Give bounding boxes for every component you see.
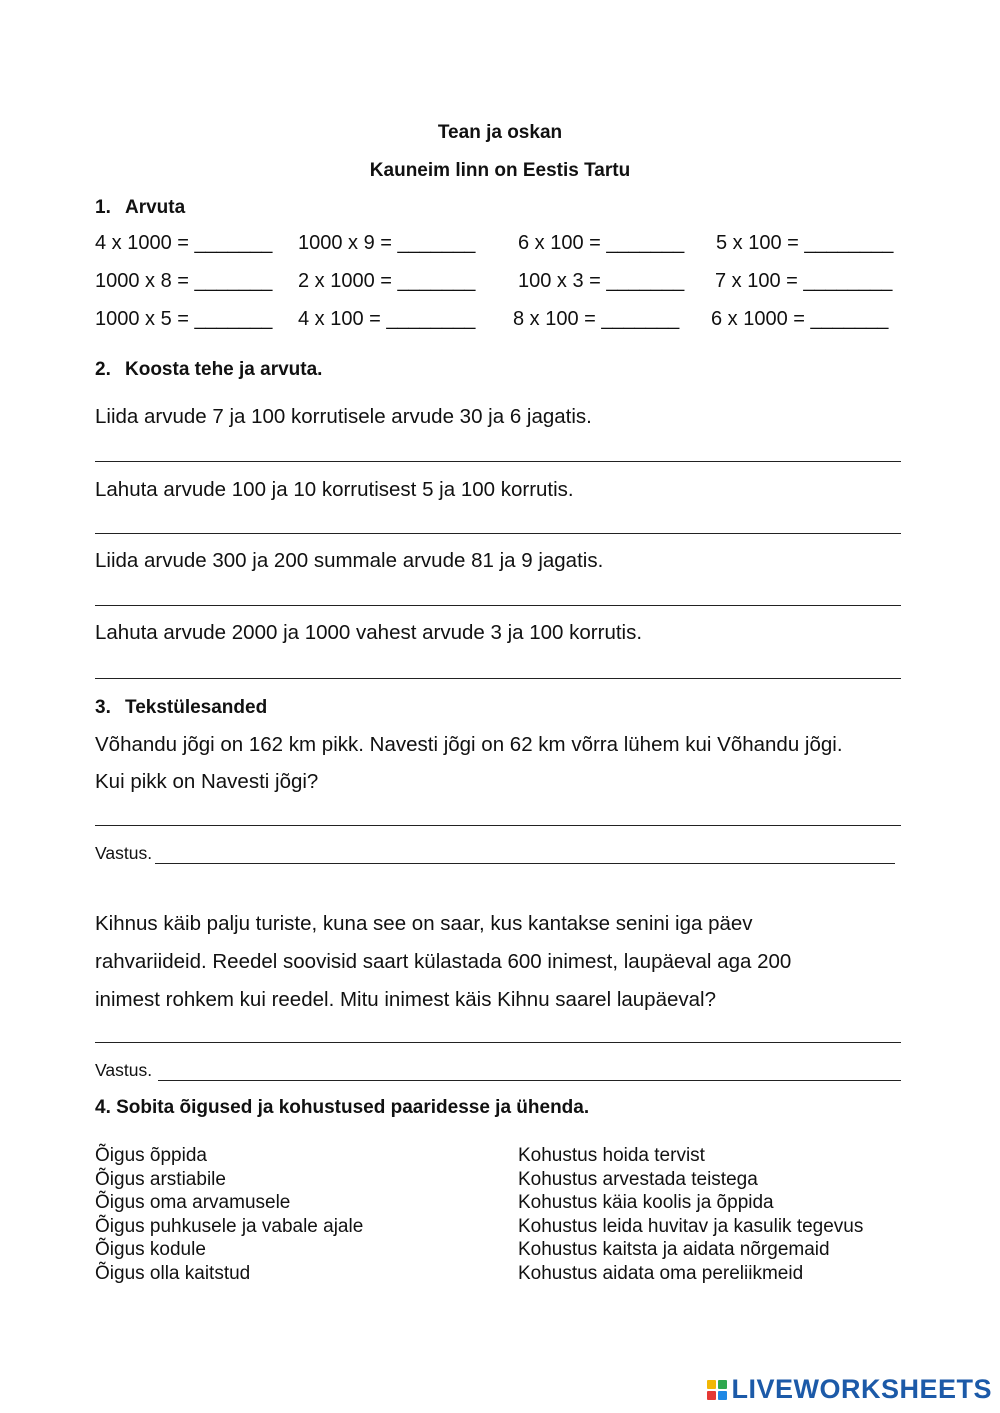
right-item[interactable]: Õigus õppida: [95, 1145, 207, 1166]
right-item[interactable]: Õigus puhkusele ja vabale ajale: [95, 1215, 364, 1237]
answer1-row: [95, 843, 895, 864]
right-item[interactable]: Õigus oma arvamusele: [95, 1192, 291, 1213]
duty-item[interactable]: Kohustus aidata oma pereliikmeid: [518, 1262, 804, 1284]
exercise-3-1[interactable]: 1000 x 5 = _______: [95, 308, 273, 330]
working-line-1[interactable]: [95, 825, 901, 826]
duty-item[interactable]: Kohustus leida huvitav ja kasulik tegevus: [518, 1215, 864, 1237]
section1-heading: [95, 197, 185, 219]
answer2-label: Vastus.: [95, 1060, 153, 1080]
section3-number: 3.: [95, 697, 111, 718]
task-2: Lahuta arvude 100 ja 10 korrutisest 5 ja 100 korrutis.: [95, 478, 574, 501]
section2-number: 2.: [95, 359, 111, 380]
problem2-line1: Kihnus käib palju turiste, kuna see on saar, kus kantakse senini iga päev: [95, 912, 753, 935]
duties-list: [518, 1144, 863, 1285]
problem2-line3: inimest rohkem kui reedel. Mitu inimest käis Kihnu saarel laupäeval?: [95, 988, 716, 1011]
liveworksheets-logo[interactable]: [707, 1374, 992, 1405]
section1-title: Arvuta: [125, 197, 186, 218]
exercise-2-4[interactable]: 7 x 100 = ________: [715, 270, 893, 292]
working-line-2[interactable]: [95, 1042, 901, 1043]
right-item[interactable]: Õigus kodule: [95, 1239, 206, 1260]
page-title: Tean ja oskan: [437, 122, 563, 143]
section2-title: Koosta tehe ja arvuta.: [125, 359, 323, 380]
answer2-field[interactable]: [158, 1065, 901, 1081]
exercise-1-1[interactable]: 4 x 1000 = _______: [95, 232, 273, 254]
exercise-2-3[interactable]: 100 x 3 = _______: [518, 270, 685, 292]
logo-blocks-icon: [707, 1380, 727, 1400]
exercise-2-2[interactable]: 2 x 1000 = _______: [298, 270, 476, 292]
problem2-line2: rahvariideid. Reedel soovisid saart külastada 600 inimest, laupäeval aga 200: [95, 950, 792, 973]
answer1-label: Vastus.: [95, 843, 153, 863]
exercise-1-3[interactable]: 6 x 100 = _______: [518, 232, 685, 254]
problem1-line1: Võhandu jõgi on 162 km pikk. Navesti jõgi on 62 km võrra lühem kui Võhandu jõgi.: [95, 733, 843, 756]
exercise-1-4[interactable]: 5 x 100 = ________: [716, 232, 894, 254]
task-1: Liida arvude 7 ja 100 korrutisele arvude 30 ja 6 jagatis.: [95, 405, 592, 428]
exercise-3-4[interactable]: 6 x 1000 = _______: [711, 308, 889, 330]
problem1-line2: Kui pikk on Navesti jõgi?: [95, 770, 319, 793]
duty-item[interactable]: Kohustus arvestada teistega: [518, 1168, 758, 1190]
rights-list: [95, 1144, 363, 1285]
answer-line-4[interactable]: [95, 678, 901, 679]
answer-line-1[interactable]: [95, 461, 901, 462]
exercise-3-2[interactable]: 4 x 100 = ________: [298, 308, 476, 330]
answer-line-3[interactable]: [95, 605, 901, 606]
section2-heading: [95, 359, 322, 381]
section3-title: Tekstülesanded: [125, 697, 268, 718]
answer1-field[interactable]: [155, 848, 895, 864]
answer2-row: [95, 1060, 901, 1081]
duty-item[interactable]: Kohustus kaitsta ja aidata nõrgemaid: [518, 1239, 830, 1260]
section3-heading: [95, 697, 267, 719]
section1-number: 1.: [95, 197, 111, 218]
exercise-1-2[interactable]: 1000 x 9 = _______: [298, 232, 476, 254]
exercise-2-1[interactable]: 1000 x 8 = _______: [95, 270, 273, 292]
duty-item[interactable]: Kohustus käia koolis ja õppida: [518, 1192, 774, 1213]
page-subtitle: Kauneim linn on Eestis Tartu: [369, 160, 631, 181]
task-4: Lahuta arvude 2000 ja 1000 vahest arvude 3 ja 100 korrutis.: [95, 621, 643, 644]
task-3: Liida arvude 300 ja 200 summale arvude 81 ja 9 jagatis.: [95, 549, 604, 572]
right-item[interactable]: Õigus olla kaitstud: [95, 1262, 251, 1284]
exercise-3-3[interactable]: 8 x 100 = _______: [513, 308, 680, 330]
right-item[interactable]: Õigus arstiabile: [95, 1168, 226, 1190]
duty-item[interactable]: Kohustus hoida tervist: [518, 1145, 705, 1166]
section4-heading: 4. Sobita õigused ja kohustused paaridesse ja ühenda.: [95, 1097, 590, 1118]
answer-line-2[interactable]: [95, 533, 901, 534]
logo-text: LIVEWORKSHEETS: [731, 1374, 992, 1404]
